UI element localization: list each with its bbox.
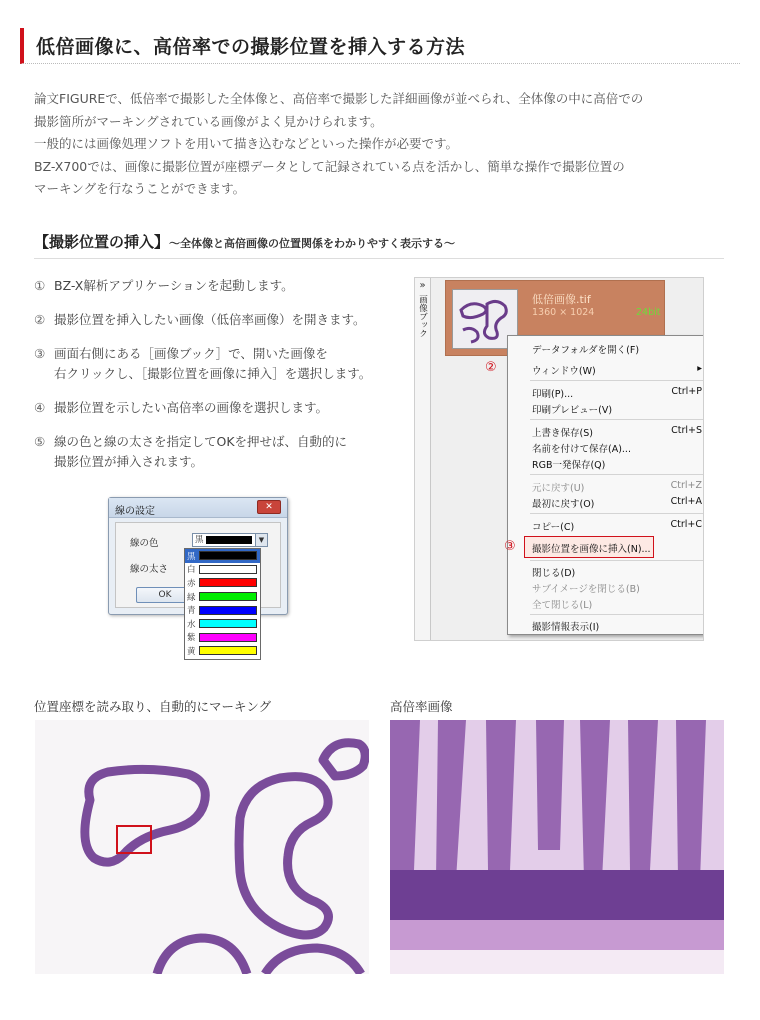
menu-item-undo[interactable] (532, 480, 702, 494)
menu-item-shortcut: Ctrl+P (671, 386, 702, 397)
step-number: ② (34, 312, 46, 327)
color-swatch (199, 592, 257, 601)
menu-item-shortcut: Ctrl+Z (670, 480, 702, 491)
color-option-blue[interactable] (185, 603, 260, 617)
menu-item-close-all[interactable] (532, 597, 702, 611)
thumbnail-bit-depth: 24bit (636, 307, 661, 318)
line-color-select[interactable] (192, 533, 268, 547)
color-option-label: 黄 (187, 646, 196, 657)
step-text: 撮影位置を示したい高倍率の画像を選択します。 (54, 400, 329, 415)
menu-item-rgb-quick-save[interactable] (532, 457, 702, 471)
low-mag-caption: 位置座標を読み取り、自動的にマーキング (34, 699, 272, 714)
menu-separator (530, 614, 704, 615)
menu-item-shortcut: Ctrl+C (670, 519, 702, 530)
low-mag-tissue-picture (35, 720, 369, 974)
step-list (34, 276, 404, 486)
high-magnification-image (390, 720, 724, 974)
menu-item-label: コピー(C) (532, 522, 575, 533)
high-mag-tissue-picture (390, 720, 724, 974)
menu-item-shortcut: Ctrl+S (671, 425, 702, 436)
menu-item-window[interactable] (532, 363, 702, 377)
dialog-title: 線の設定 (115, 506, 155, 517)
intro-line: 一般的には画像処理ソフトを用いて描き込むなどといった操作が必要です。 (34, 136, 459, 151)
thumbnail-file-name: 低倍画像.tif (532, 293, 591, 306)
menu-item-label: 印刷(P)... (532, 389, 574, 400)
menu-item-label: データフォルダを開く(F) (532, 345, 640, 356)
color-option-green[interactable] (185, 590, 260, 604)
page-title (20, 28, 740, 64)
intro-line: マーキングを行なうことができます。 (34, 181, 246, 196)
menu-item-label: 閉じる(D) (532, 568, 576, 579)
step-text: BZ-X解析アプリケーションを起動します。 (54, 278, 294, 293)
color-option-red[interactable] (185, 576, 260, 590)
step-number: ③ (34, 346, 46, 361)
color-option-label: 水 (187, 619, 196, 630)
menu-item-close-subimage[interactable] (532, 581, 702, 595)
color-option-label: 青 (187, 606, 196, 617)
menu-item-label: 撮影情報表示(I) (532, 622, 600, 633)
color-option-label: 黒 (187, 551, 196, 562)
step-text: 画面右側にある［画像ブック］で、開いた画像を 右クリックし、［撮影位置を画像に挿入］を選択します。 (54, 346, 372, 381)
menu-separator (530, 419, 704, 420)
step-item (34, 344, 404, 384)
section-subtitle: ～全体像と高倍画像の位置関係をわかりやすく表示する～ (169, 237, 456, 250)
color-option-label: 白 (187, 565, 196, 576)
menu-item-save[interactable] (532, 425, 702, 439)
low-magnification-image (35, 720, 369, 974)
menu-item-insert-capture-position[interactable] (532, 541, 702, 555)
color-dropdown-list (184, 548, 261, 660)
high-mag-caption: 高倍率画像 (390, 699, 453, 714)
menu-item-shortcut: Ctrl+A (670, 496, 702, 507)
image-book-tab-label: 画像ブック (417, 295, 428, 338)
submenu-arrow-icon: ▸ (697, 363, 702, 374)
close-icon[interactable]: ✕ (257, 500, 281, 514)
menu-item-save-as[interactable] (532, 441, 702, 455)
section-title: 【撮影位置の挿入】 (34, 233, 170, 251)
color-swatch (199, 551, 257, 560)
color-swatch (199, 646, 257, 655)
menu-item-copy[interactable] (532, 519, 702, 533)
step-marker-2: ② (485, 360, 497, 375)
menu-item-label: 印刷プレビュー(V) (532, 405, 613, 416)
menu-item-label: 元に戻す(U) (532, 483, 585, 494)
chevron-down-icon[interactable]: ▼ (255, 534, 267, 546)
step-number: ⑤ (34, 434, 46, 449)
menu-separator (530, 513, 704, 514)
intro-line: 撮影箇所がマーキングされている画像がよく見かけられます。 (34, 113, 383, 129)
step-item (34, 432, 404, 472)
color-swatch (199, 606, 257, 615)
color-option-white[interactable] (185, 563, 260, 577)
menu-separator (530, 474, 704, 475)
step-item (34, 276, 404, 296)
color-option-cyan[interactable] (185, 617, 260, 631)
intro-line: BZ-X700では、画像に撮影位置が座標データとして記録されている点を活かし、簡単な操作で撮影位置の (34, 158, 625, 174)
menu-item-close[interactable] (532, 565, 702, 579)
context-menu (507, 335, 704, 635)
menu-item-label: ウィンドウ(W) (532, 366, 596, 377)
color-swatch (199, 565, 257, 574)
color-swatch (199, 619, 257, 628)
selected-color-swatch (206, 536, 252, 544)
step-text: 撮影位置を挿入したい画像（低倍率画像）を開きます。 (54, 312, 366, 327)
color-option-black[interactable] (185, 549, 260, 563)
menu-item-label: 撮影位置を画像に挿入(N)... (532, 544, 651, 555)
color-option-label: 緑 (187, 592, 196, 603)
menu-item-label: 最初に戻す(O) (532, 499, 595, 510)
menu-item-revert[interactable] (532, 496, 702, 510)
menu-item-print-preview[interactable] (532, 402, 702, 416)
line-color-label: 線の色 (130, 538, 159, 549)
menu-item-open-data-folder[interactable] (532, 342, 702, 356)
menu-separator (530, 560, 704, 561)
step-item (34, 398, 404, 418)
thumbnail-file-size: 1360 × 1024 (532, 307, 595, 318)
double-chevron-icon[interactable]: » (419, 280, 426, 291)
color-option-yellow[interactable] (185, 644, 260, 658)
step-text: 線の色と線の太さを指定してOKを押せば、自動的に 撮影位置が挿入されます。 (54, 434, 348, 469)
color-option-label: 紫 (187, 633, 196, 644)
step-number: ④ (34, 400, 46, 415)
selected-color-name: 黒 (195, 535, 204, 545)
color-option-label: 赤 (187, 578, 196, 589)
step-number: ① (34, 278, 46, 293)
menu-item-show-capture-info[interactable] (532, 619, 702, 633)
ok-button[interactable]: OK (136, 587, 194, 603)
menu-item-label: サブイメージを閉じる(B) (532, 584, 640, 595)
section-heading (34, 231, 724, 259)
menu-item-print[interactable] (532, 386, 702, 400)
image-book-screenshot (414, 277, 704, 641)
menu-item-label: 名前を付けて保存(A)... (532, 444, 631, 455)
image-book-tab[interactable] (415, 278, 431, 641)
color-swatch (199, 633, 257, 642)
menu-separator (530, 380, 704, 381)
menu-item-label: RGB一発保存(Q) (532, 460, 606, 471)
line-width-label: 線の太さ (130, 564, 169, 575)
menu-item-label: 上書き保存(S) (532, 428, 593, 439)
intro-line: 論文FIGUREで、低倍率で撮影した全体像と、高倍率で撮影した詳細画像が並べられ、全体像の中に高倍での (34, 91, 644, 106)
step-item (34, 310, 404, 330)
dialog-titlebar (109, 498, 287, 518)
step-marker-3: ③ (504, 539, 516, 554)
menu-item-label: 全て閉じる(L) (532, 600, 593, 611)
color-swatch (199, 578, 257, 587)
page-title-text: 低倍画像に、高倍率での撮影位置を挿入する方法 (36, 36, 466, 58)
color-option-magenta[interactable] (185, 631, 260, 645)
intro-text (34, 88, 724, 201)
